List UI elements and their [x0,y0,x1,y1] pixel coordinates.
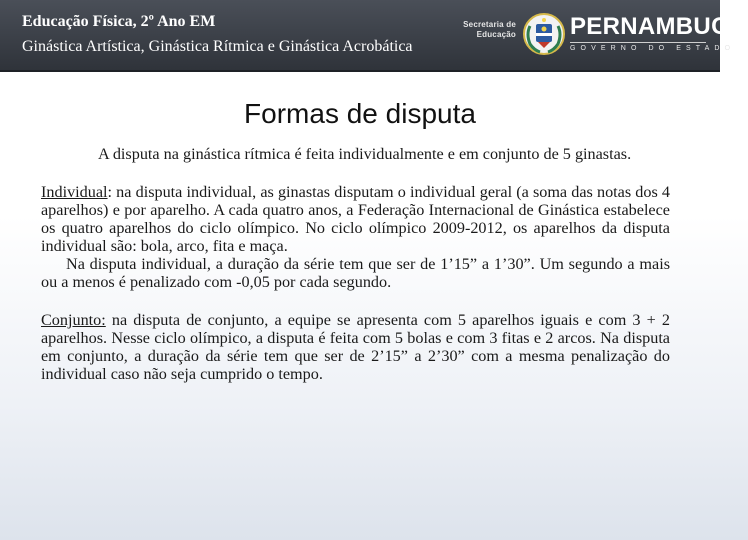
secretaria-label [456,20,516,40]
slide-title: Formas de disputa [244,98,476,129]
conjunto-paragraph [41,311,670,383]
individual-paragraph [41,183,670,255]
state-seal-icon [522,12,566,56]
secretaria-line2: Educação [476,30,516,39]
intro-paragraph: A disputa na ginástica rítmica é feita individualmente e em conjunto de 5 ginastas. [98,145,632,163]
individual-text: : na disputa individual, as ginastas disputam o individual geral (a soma das notas dos 4 aparelhos) e por aparelho. A cada quatro anos, a Federação Internacional de Ginástica estabelece os quatro aparelhos do ciclo olímpico. No ciclo olímpico 2009-2012, os aparelhos da disputa individual são: bola, arco, fita e maça. [41,183,670,255]
topic-label: Ginástica Artística, Ginástica Rítmica e Ginástica Acrobática [22,38,413,55]
individual-label: Individual [41,183,108,201]
slide-header [0,0,748,72]
secretaria-line1: Secretaria de [463,20,516,29]
course-label: Educação Física, 2º Ano EM [22,13,216,30]
individual-time-paragraph: Na disputa individual, a duração da série tem que ser de 1’15” a 1’30”. Um segundo a mais ou a menos é penalizado com -0,05 por cada segundo. [41,255,670,291]
conjunto-label: Conjunto: [41,311,106,329]
brand-subtitle: GOVERNO DO ESTADO [570,45,736,52]
brand-divider [570,42,706,43]
brand-name: PERNAMBUCO [570,13,748,40]
conjunto-text: na disputa de conjunto, a equipe se apresenta com 5 aparelhos iguais e com 3 + 2 aparelhos. Nesse ciclo olímpico, a disputa é feita com 5 bolas e com 3 fitas e 2 arcos. Na disputa em conjunto, a duração da série tem que ser de 2’15” a 2’30” com a mesma penalização do individual caso não seja cumprido o tempo. [41,311,670,383]
slide-body [41,145,670,383]
